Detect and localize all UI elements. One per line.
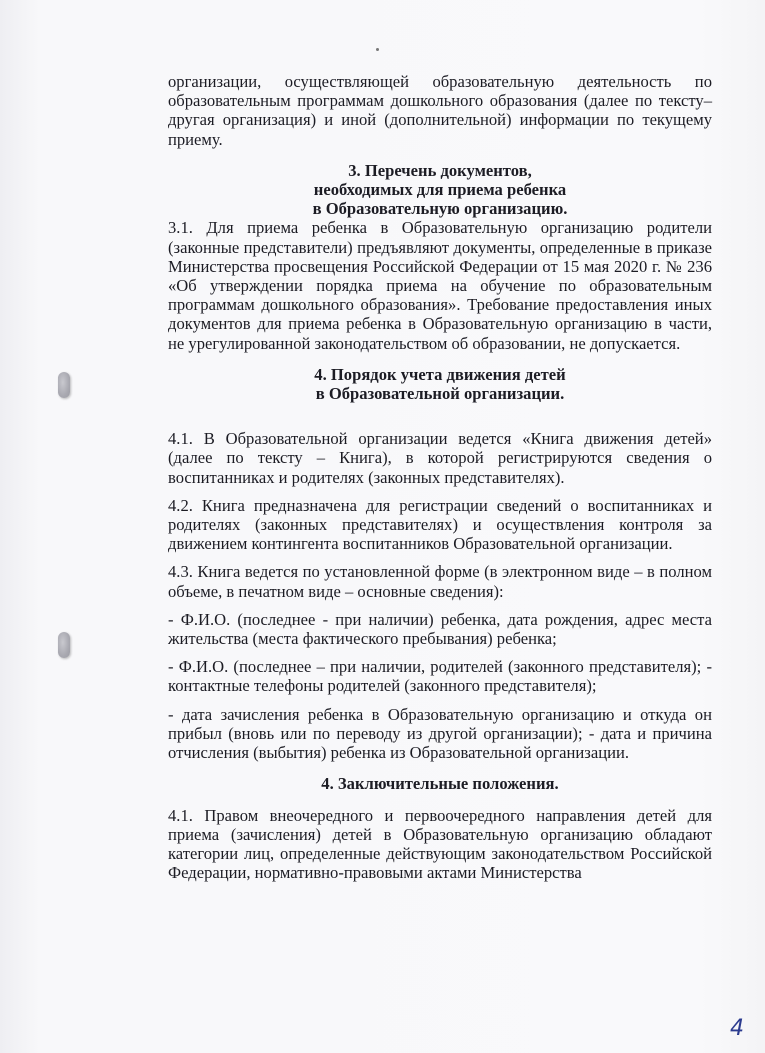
- section-4-heading-line-1: 4. Порядок учета движения детей: [314, 364, 566, 384]
- section-3-heading-line-2: необходимых для приема ребенка: [313, 180, 567, 200]
- scan-speck: [376, 48, 379, 51]
- section-4-heading-line-2: в Образовательной организации.: [315, 384, 565, 404]
- punch-hole-upper: [58, 372, 70, 398]
- paragraph-4-3: 4.3. Книга ведется по установленной форме (в электронном виде – в полном объеме, в печатном виде – основные сведения):: [168, 562, 712, 601]
- section-3-heading-line-3: в Образовательную организацию.: [312, 199, 568, 219]
- paragraph-3-1: 3.1. Для приема ребенка в Образовательную организацию родители (законные представители) предъявляют документы, определенные в приказе Министерства просвещения Российской Федерации от 15 мая 2020 г. № 236 «Об утверждении порядка приема на обучение по образовательным программам дошкольного образования». Требование предоставления иных документов для приема ребенка в Образовательную организацию в части, не урегулированной законодательством об образовании, не допускается.: [168, 218, 712, 353]
- paragraph-4-1: 4.1. В Образовательной организации ведется «Книга движения детей» (далее по тексту – Книга), в которой регистрируются сведения о воспитанниках и родителях (законных представителях).: [168, 429, 712, 487]
- section-4-heading: [168, 365, 712, 403]
- list-item-enrollment-info: - дата зачисления ребенка в Образовательную организацию и откуда он прибыл (вновь или по переводу из другой организации); - дата и причина отчисления (выбытия) ребенка из Образовательной организации.: [168, 704, 712, 763]
- punch-hole-lower: [58, 632, 70, 658]
- intro-paragraph: организации, осуществляющей образовательную деятельность по образовательным программам дошкольного образования (далее по тексту– другая организация) и иной (дополнительной) информации по текущему приему.: [168, 72, 712, 149]
- paragraph-final-4-1: 4.1. Правом внеочередного и первоочередного направления детей для приема (зачисления) детей в Образовательную организацию обладают категории лиц, определенные действующим законодательством Российской Федерации, нормативно-правовыми актами Министерства: [168, 805, 712, 883]
- section-3-heading: [168, 161, 712, 219]
- document-body: [168, 72, 712, 882]
- list-item-parent-info: - Ф.И.О. (последнее – при наличии, родителей (законного представителя); - контактные телефоны родителей (законного представителя);: [168, 657, 712, 696]
- list-item-child-info: - Ф.И.О. (последнее - при наличии) ребенка, дата рождения, адрес места жительства (места фактического пребывания) ребенка;: [168, 609, 712, 649]
- final-section-heading: 4. Заключительные положения.: [321, 774, 559, 794]
- paragraph-4-2: 4.2. Книга предназначена для регистрации сведений о воспитанниках и родителях (законных представителях) и осуществления контроля за движением контингента воспитанников Образовательной организации.: [168, 495, 712, 554]
- section-3-heading-line-1: 3. Перечень документов,: [348, 160, 532, 180]
- handwritten-page-number: 4: [730, 1016, 744, 1041]
